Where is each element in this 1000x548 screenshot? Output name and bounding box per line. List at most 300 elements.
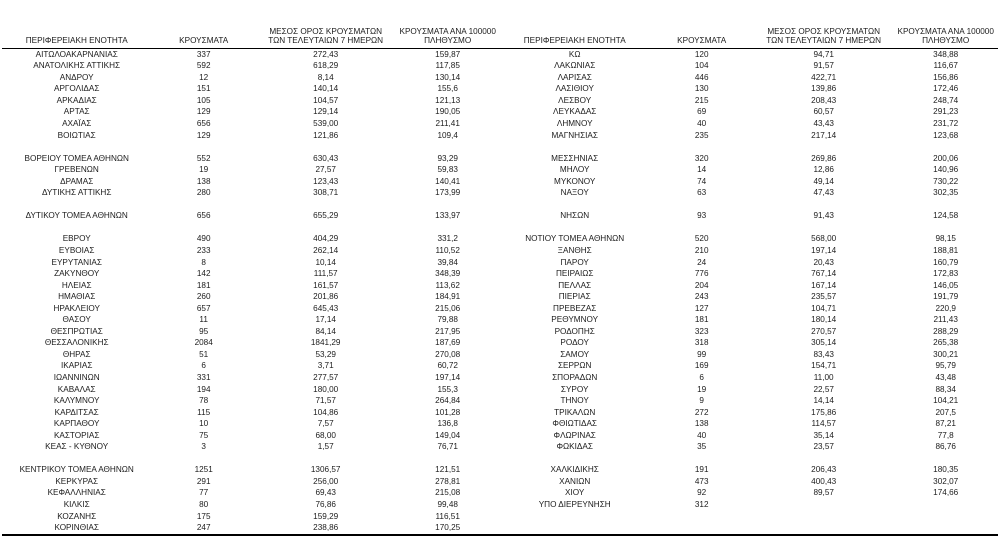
table-row — [2, 291, 500, 303]
cell-per-100000: 184,91 — [435, 292, 461, 302]
cell-cases: 78 — [199, 396, 209, 406]
cell-cases: 6 — [201, 361, 206, 371]
cell-region-name — [500, 522, 649, 535]
cell-cases: 51 — [199, 349, 209, 359]
regional-table-left-panel — [2, 0, 500, 536]
cell-cases: 592 — [196, 61, 211, 71]
cell-avg-7day: 121,86 — [313, 130, 339, 140]
cell-per-100000: 302,35 — [933, 188, 959, 198]
cell-cases: 181 — [694, 315, 709, 325]
cell-per-100000: 121,13 — [435, 95, 461, 105]
table-row — [500, 72, 998, 84]
cell-per-100000 — [893, 141, 998, 153]
table-row — [2, 430, 500, 442]
cell-avg-7day: 269,86 — [811, 153, 837, 163]
cell-avg-7day: 17,14 — [315, 315, 336, 325]
cell-per-100000: 265,38 — [933, 338, 959, 348]
cell-avg-7day — [754, 499, 893, 511]
col-header-regional-unit: ΠΕΡΙΦΕΡΕΙΑΚΗ ΕΝΟΤΗΤΑ — [500, 0, 649, 49]
table-row — [2, 280, 500, 292]
cell-cases: 473 — [694, 476, 709, 486]
cell-avg-7day — [256, 141, 395, 153]
cell-avg-7day: 104,57 — [313, 95, 339, 105]
table-row — [500, 430, 998, 442]
cell-region-name: ΑΡΚΑΔΙΑΣ — [56, 95, 97, 105]
col-header-regional-unit: ΠΕΡΙΦΕΡΕΙΑΚΗ ΕΝΟΤΗΤΑ — [2, 0, 151, 49]
cell-per-100000: 140,96 — [933, 165, 959, 175]
table-row — [2, 61, 500, 73]
table-row — [2, 84, 500, 96]
cell-cases: 272 — [694, 407, 709, 417]
cell-per-100000: 348,39 — [435, 269, 461, 279]
table-spacer-row — [500, 199, 998, 211]
cell-avg-7day: 404,29 — [313, 234, 339, 244]
cell-avg-7day: 94,71 — [813, 49, 834, 59]
table-row — [500, 49, 998, 61]
cell-cases: 210 — [694, 245, 709, 255]
regional-table-right-panel — [500, 0, 998, 536]
cell-region-name: ΣΠΟΡΑΔΩΝ — [552, 372, 598, 382]
cell-region-name: ΛΑΣΙΘΙΟΥ — [555, 84, 594, 94]
cell-avg-7day: 60,57 — [813, 107, 834, 117]
cell-region-name: ΠΙΕΡΙΑΣ — [558, 292, 591, 302]
cell-per-100000: 123,68 — [933, 130, 959, 140]
cell-avg-7day: 84,14 — [315, 326, 336, 336]
cell-region-name: ΥΠΟ ΔΙΕΡΕΥΝΗΣΗ — [538, 500, 611, 509]
table-row — [2, 130, 500, 142]
cell-per-100000: 248,74 — [933, 95, 959, 105]
cell-per-100000: 217,95 — [435, 326, 461, 336]
cell-per-100000: 200,06 — [933, 153, 959, 163]
cell-cases — [649, 453, 754, 465]
cell-cases: 280 — [196, 188, 211, 198]
table-row — [500, 153, 998, 165]
cell-cases: 138 — [196, 176, 211, 186]
cell-per-100000: 113,62 — [435, 280, 460, 290]
cell-avg-7day: 1841,29 — [310, 338, 341, 348]
table-row — [2, 442, 500, 454]
cell-cases: 151 — [196, 84, 211, 94]
cell-cases: 138 — [694, 419, 709, 429]
cell-region-name: ΞΑΝΘΗΣ — [557, 245, 592, 255]
cell-avg-7day: 645,43 — [313, 303, 339, 313]
table-row — [2, 465, 500, 477]
cell-avg-7day: 76,86 — [315, 500, 336, 509]
cell-per-100000: 39,84 — [437, 257, 458, 267]
cell-per-100000: 174,66 — [933, 488, 959, 498]
table-row — [500, 338, 998, 350]
cell-avg-7day: 104,86 — [313, 407, 339, 417]
table-row — [500, 488, 998, 500]
cell-cases: 215 — [694, 95, 709, 105]
cell-per-100000: 211,43 — [933, 315, 958, 325]
cell-avg-7day: 180,00 — [313, 384, 339, 394]
cell-avg-7day: 11,00 — [813, 372, 834, 382]
cell-region-name: ΗΡΑΚΛΕΙΟΥ — [53, 303, 100, 313]
cell-avg-7day: 400,43 — [811, 476, 837, 486]
cell-region-name: ΘΕΣΣΑΛΟΝΙΚΗΣ — [44, 338, 109, 348]
cell-region-name: ΑΝΑΤΟΛΙΚΗΣ ΑΤΤΙΚΗΣ — [33, 61, 121, 71]
cell-avg-7day: 175,86 — [811, 407, 837, 417]
cell-per-100000: 211,41 — [435, 118, 460, 128]
cell-per-100000: 159,87 — [435, 49, 461, 59]
cell-cases — [649, 222, 754, 234]
table-row — [500, 164, 998, 176]
table-body — [500, 49, 998, 535]
table-row — [500, 349, 998, 361]
cell-cases: 169 — [694, 361, 709, 371]
cell-per-100000: 215,08 — [435, 488, 461, 498]
cell-avg-7day: 272,43 — [313, 49, 339, 59]
cell-region-name: ΡΟΔΟΠΗΣ — [554, 326, 595, 336]
cell-avg-7day — [256, 199, 395, 211]
table-row — [2, 499, 500, 511]
cell-region-name: ΛΕΣΒΟΥ — [558, 95, 592, 105]
table-row — [2, 372, 500, 384]
cell-region-name: ΚΑΛΥΜΝΟΥ — [53, 396, 100, 406]
table-row — [2, 315, 500, 327]
col-header-cases: ΚΡΟΥΣΜΑΤΑ — [649, 0, 754, 49]
cell-cases: 8 — [201, 257, 206, 267]
cell-region-name: ΠΡΕΒΕΖΑΣ — [553, 303, 597, 313]
cell-avg-7day: 20,43 — [813, 257, 834, 267]
cell-per-100000: 93,29 — [437, 153, 458, 163]
cell-avg-7day: 197,14 — [811, 245, 837, 255]
cell-cases: 80 — [199, 500, 209, 509]
cell-avg-7day: 104,71 — [811, 303, 837, 313]
cell-cases: 260 — [196, 292, 211, 302]
cell-per-100000: 86,76 — [935, 442, 956, 452]
cell-avg-7day: 140,14 — [313, 84, 339, 94]
cell-avg-7day — [256, 453, 395, 465]
cell-cases: 63 — [697, 188, 707, 198]
table-spacer-row — [500, 453, 998, 465]
cell-cases: 11 — [199, 315, 208, 325]
cell-per-100000: 264,84 — [435, 396, 461, 406]
cell-avg-7day: 422,71 — [811, 72, 837, 82]
cell-per-100000 — [893, 511, 998, 523]
cell-avg-7day: 767,14 — [811, 269, 837, 279]
cell-cases: 320 — [694, 153, 709, 163]
cell-per-100000: 60,72 — [437, 361, 458, 371]
cell-avg-7day: 305,14 — [811, 338, 837, 348]
cell-region-name: ΑΙΤΩΛΟΑΚΑΡΝΑΝΙΑΣ — [35, 49, 118, 59]
cell-cases: 446 — [694, 72, 709, 82]
cell-cases: 74 — [697, 176, 707, 186]
cell-avg-7day — [754, 453, 893, 465]
cell-avg-7day: 139,86 — [811, 84, 837, 94]
cell-region-name: ΚΕΝΤΡΙΚΟΥ ΤΟΜΕΑ ΑΘΗΝΩΝ — [19, 465, 134, 475]
table-row — [500, 118, 998, 130]
table-row — [500, 188, 998, 200]
cell-avg-7day: 270,57 — [811, 326, 837, 336]
cell-region-name: ΚΑΡΔΙΤΣΑΣ — [54, 407, 99, 417]
cell-cases: 115 — [197, 407, 211, 417]
table-row — [2, 522, 500, 535]
table-row — [2, 488, 500, 500]
cell-per-100000: 288,29 — [933, 326, 959, 336]
col-header-avg-7day: ΜΕΣΟΣ ΟΡΟΣ ΚΡΟΥΣΜΑΤΩΝ ΤΩΝ ΤΕΛΕΥΤΑΙΩΝ 7 ΗΜΕΡΩΝ — [754, 0, 893, 49]
cell-per-100000: 191,79 — [933, 292, 959, 302]
cell-avg-7day: 1,57 — [317, 442, 334, 452]
cell-avg-7day: 83,43 — [813, 349, 834, 359]
cell-per-100000: 87,21 — [935, 419, 956, 429]
cell-avg-7day: 111,57 — [313, 269, 338, 279]
cell-region-name — [2, 199, 151, 211]
cell-avg-7day: 8,14 — [317, 72, 334, 82]
cell-per-100000: 291,23 — [933, 107, 959, 117]
cell-region-name: ΗΜΑΘΙΑΣ — [58, 292, 96, 302]
table-row — [500, 361, 998, 373]
cell-per-100000: 149,04 — [435, 430, 461, 440]
cell-cases — [649, 199, 754, 211]
cell-cases: 95 — [199, 326, 209, 336]
table-row — [500, 419, 998, 431]
cell-region-name: ΜΕΣΣΗΝΙΑΣ — [551, 153, 599, 163]
cell-region-name — [2, 453, 151, 465]
table-row — [2, 361, 500, 373]
cell-region-name: ΔΥΤΙΚΗΣ ΑΤΤΙΚΗΣ — [41, 188, 112, 198]
cell-avg-7day: 12,86 — [813, 165, 834, 175]
table-row — [2, 268, 500, 280]
cell-cases: 331 — [196, 372, 211, 382]
cell-region-name — [500, 511, 649, 523]
cell-per-100000 — [893, 522, 998, 535]
cell-cases: 105 — [196, 95, 211, 105]
cell-avg-7day: 123,43 — [313, 176, 339, 186]
table-row — [500, 384, 998, 396]
cell-avg-7day: 47,43 — [813, 188, 834, 198]
cell-region-name: ΚΙΛΚΙΣ — [63, 500, 90, 509]
cell-avg-7day: 256,00 — [313, 476, 339, 486]
table-row — [2, 384, 500, 396]
table-row — [500, 315, 998, 327]
cell-per-100000: 207,5 — [935, 407, 956, 417]
cell-cases: 490 — [196, 234, 211, 244]
cell-avg-7day: 89,57 — [813, 488, 834, 498]
cell-region-name — [500, 141, 649, 153]
cell-region-name: ΑΡΤΑΣ — [63, 107, 90, 117]
cell-avg-7day: 114,57 — [811, 419, 836, 429]
cell-avg-7day: 35,14 — [813, 430, 834, 440]
cell-per-100000: 348,88 — [933, 49, 959, 59]
cell-per-100000: 173,99 — [435, 188, 461, 198]
cell-avg-7day: 277,57 — [313, 372, 339, 382]
cell-cases — [649, 511, 754, 523]
cell-cases: 9 — [699, 396, 704, 406]
table-body — [2, 49, 500, 535]
table-row — [500, 130, 998, 142]
cell-cases: 291 — [196, 476, 211, 486]
cell-region-name: ΧΑΛΚΙΔΙΚΗΣ — [550, 465, 599, 475]
cell-cases: 1251 — [194, 465, 213, 475]
table-row — [2, 234, 500, 246]
table-spacer-row — [2, 141, 500, 153]
cell-region-name: ΘΑΣΟΥ — [62, 315, 91, 325]
cell-per-100000: 188,81 — [933, 245, 959, 255]
cell-per-100000: 99,48 — [437, 500, 458, 509]
cell-cases: 77 — [199, 488, 209, 498]
cell-avg-7day: 235,57 — [811, 292, 837, 302]
cell-per-100000: 300,21 — [933, 349, 959, 359]
cell-per-100000 — [395, 222, 500, 234]
cell-region-name: ΝΗΣΩΝ — [560, 211, 590, 221]
cell-cases: 142 — [196, 269, 211, 279]
cell-region-name: ΙΩΑΝΝΙΝΩΝ — [53, 372, 100, 382]
cell-region-name — [500, 222, 649, 234]
cell-per-100000: 302,07 — [933, 476, 959, 486]
cell-avg-7day: 14,14 — [813, 396, 834, 406]
cell-cases: 104 — [694, 61, 709, 71]
cell-per-100000 — [893, 199, 998, 211]
cell-region-name: ΧΑΝΙΩΝ — [559, 476, 591, 486]
cell-cases: 552 — [196, 153, 211, 163]
cell-avg-7day: 208,43 — [811, 95, 837, 105]
cell-per-100000: 109,4 — [437, 130, 458, 140]
cell-per-100000: 124,58 — [933, 211, 959, 221]
cell-per-100000: 172,46 — [933, 84, 959, 94]
cell-avg-7day: 53,29 — [315, 349, 336, 359]
cell-cases — [649, 141, 754, 153]
cell-region-name: ΜΑΓΝΗΣΙΑΣ — [551, 130, 598, 140]
cell-region-name: ΚΑΣΤΟΡΙΑΣ — [53, 430, 100, 440]
cell-avg-7day: 206,43 — [811, 465, 837, 475]
table-row — [500, 257, 998, 269]
cell-region-name: ΗΛΕΙΑΣ — [61, 280, 92, 290]
cell-region-name: ΚΕΡΚΥΡΑΣ — [55, 476, 99, 486]
cell-cases: 14 — [697, 165, 707, 175]
cell-avg-7day: 217,14 — [811, 130, 837, 140]
cell-region-name: ΘΗΡΑΣ — [62, 349, 91, 359]
table-header-row — [500, 0, 998, 49]
cell-cases: 247 — [196, 523, 211, 533]
cell-per-100000: 155,6 — [437, 84, 458, 94]
cell-avg-7day — [754, 522, 893, 535]
cell-per-100000 — [395, 141, 500, 153]
cell-avg-7day: 129,14 — [313, 107, 339, 117]
cell-avg-7day: 154,71 — [811, 361, 837, 371]
table-row — [2, 245, 500, 257]
col-header-per-100000: ΚΡΟΥΣΜΑΤΑ ΑΝΑ 100000 ΠΛΗΘΥΣΜΟ — [893, 0, 998, 49]
cell-avg-7day: 91,57 — [813, 61, 834, 71]
cell-region-name: ΖΑΚΥΝΘΟΥ — [54, 269, 100, 279]
cell-avg-7day: 91,43 — [813, 211, 834, 221]
cell-cases: 75 — [199, 430, 209, 440]
cell-cases: 233 — [196, 245, 211, 255]
table-header-row — [2, 0, 500, 49]
cell-cases: 129 — [196, 130, 211, 140]
cell-region-name: ΒΟΙΩΤΙΑΣ — [57, 130, 96, 140]
cell-region-name: ΧΙΟΥ — [565, 488, 585, 498]
cell-per-100000 — [893, 499, 998, 511]
table-row — [2, 211, 500, 223]
cell-cases: 337 — [196, 49, 211, 59]
cell-avg-7day: 618,29 — [313, 61, 339, 71]
cell-avg-7day: 71,57 — [315, 396, 336, 406]
cell-region-name: ΚΩ — [568, 49, 581, 59]
cell-avg-7day: 43,43 — [813, 118, 834, 128]
cell-avg-7day — [754, 141, 893, 153]
cell-avg-7day: 630,43 — [313, 153, 339, 163]
cell-region-name: ΑΧΑΪΑΣ — [62, 118, 92, 128]
table-row — [500, 268, 998, 280]
cell-cases: 323 — [694, 326, 709, 336]
cell-avg-7day: 23,57 — [813, 442, 834, 452]
table-row — [2, 95, 500, 107]
cell-cases: 69 — [697, 107, 707, 117]
cell-cases: 194 — [196, 384, 211, 394]
cell-per-100000: 156,86 — [933, 72, 959, 82]
table-spacer-row — [500, 222, 998, 234]
cell-cases — [649, 522, 754, 535]
cell-cases: 3 — [201, 442, 206, 452]
cell-region-name: ΔΥΤΙΚΟΥ ΤΟΜΕΑ ΑΘΗΝΩΝ — [25, 211, 128, 221]
cell-cases: 24 — [697, 257, 707, 267]
col-header-cases: ΚΡΟΥΣΜΑΤΑ — [151, 0, 256, 49]
cell-cases: 656 — [196, 211, 211, 221]
cell-per-100000: 101,28 — [435, 407, 461, 417]
cell-region-name: ΠΑΡΟΥ — [560, 257, 589, 267]
cell-cases: 99 — [697, 349, 707, 359]
table-header — [2, 0, 500, 49]
cell-per-100000: 331,2 — [437, 234, 458, 244]
cell-per-100000 — [893, 222, 998, 234]
cell-region-name — [2, 141, 151, 153]
cell-avg-7day: 3,71 — [317, 361, 334, 371]
cell-avg-7day: 655,29 — [313, 211, 339, 221]
cell-region-name: ΚΟΡΙΝΘΙΑΣ — [54, 523, 99, 533]
cell-per-100000: 220,9 — [935, 303, 956, 313]
cell-per-100000: 146,05 — [933, 280, 959, 290]
table-row — [2, 407, 500, 419]
cell-avg-7day: 308,71 — [313, 188, 339, 198]
cell-per-100000: 231,72 — [933, 118, 959, 128]
table-row — [500, 442, 998, 454]
cell-region-name — [500, 453, 649, 465]
cell-region-name: ΦΩΚΙΔΑΣ — [556, 442, 593, 452]
cell-region-name: ΝΟΤΙΟΥ ΤΟΜΕΑ ΑΘΗΝΩΝ — [525, 234, 625, 244]
cell-region-name: ΛΑΡΙΣΑΣ — [557, 72, 592, 82]
cell-per-100000 — [893, 453, 998, 465]
cell-per-100000: 117,85 — [435, 61, 460, 71]
cell-cases: 19 — [697, 384, 707, 394]
table-row — [2, 419, 500, 431]
col-header-avg-7day: ΜΕΣΟΣ ΟΡΟΣ ΚΡΟΥΣΜΑΤΩΝ ΤΩΝ ΤΕΛΕΥΤΑΙΩΝ 7 ΗΜΕΡΩΝ — [256, 0, 395, 49]
table-row — [2, 153, 500, 165]
table-row — [2, 303, 500, 315]
table-row — [500, 234, 998, 246]
cell-avg-7day: 49,14 — [813, 176, 834, 186]
cell-cases: 6 — [699, 372, 704, 382]
cell-per-100000: 130,14 — [435, 72, 461, 82]
cell-cases: 243 — [694, 292, 709, 302]
table-row — [500, 326, 998, 338]
cell-region-name: ΑΝΔΡΟΥ — [59, 72, 94, 82]
table-spacer-row — [500, 522, 998, 535]
cell-per-100000: 190,05 — [435, 107, 461, 117]
cell-per-100000: 270,08 — [435, 349, 461, 359]
table-row — [500, 303, 998, 315]
table-header — [500, 0, 998, 49]
cell-cases — [151, 199, 256, 211]
cell-per-100000: 121,51 — [435, 465, 461, 475]
table-row — [500, 280, 998, 292]
cell-region-name — [2, 222, 151, 234]
table-row — [2, 118, 500, 130]
table-row — [2, 511, 500, 523]
cell-cases: 235 — [694, 130, 709, 140]
col-header-per-100000: ΚΡΟΥΣΜΑΤΑ ΑΝΑ 100000 ΠΛΗΘΥΣΜΟ — [395, 0, 500, 49]
